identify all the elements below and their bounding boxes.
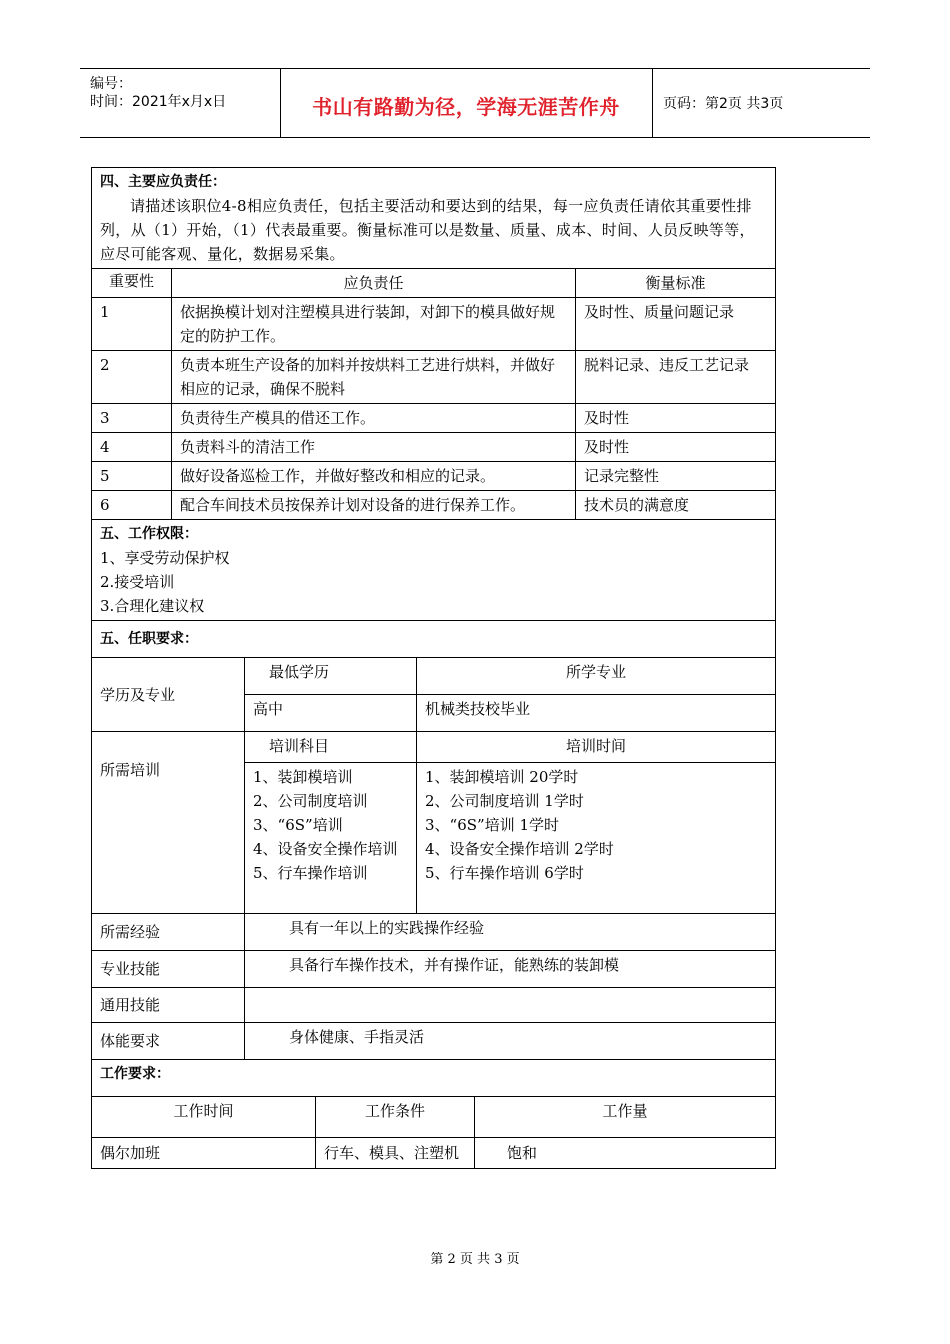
work-col-condition: 工作条件 bbox=[316, 1097, 475, 1138]
duty-rank: 5 bbox=[92, 462, 172, 491]
training-time-item: 1、装卸模培训 20学时 bbox=[425, 768, 579, 786]
duty-text: 负责料斗的清洁工作 bbox=[172, 433, 576, 462]
work-requirements-header-row bbox=[92, 1097, 776, 1138]
header-motto: 书山有路勤为径，学海无涯苦作舟 bbox=[312, 95, 620, 119]
document-date-label: 时间：2021年x月x日 bbox=[90, 94, 227, 110]
duty-row bbox=[92, 298, 776, 351]
education-label: 学历及专业 bbox=[92, 658, 245, 732]
duty-text: 负责本班生产设备的加料并按烘料工艺进行烘料，并做好相应的记录，确保不脱料 bbox=[172, 351, 576, 404]
job-description-table bbox=[91, 167, 776, 1169]
requirements-title: 五、任职要求： bbox=[100, 631, 198, 647]
rights-title: 五、工作权限： bbox=[100, 526, 198, 542]
training-subject-item: 4、设备安全操作培训 bbox=[253, 840, 398, 858]
header-page-label: 页码：第2页 共3页 bbox=[663, 96, 784, 112]
training-time-item: 4、设备安全操作培训 2学时 bbox=[425, 840, 614, 858]
duty-standard: 脱料记录、违反工艺记录 bbox=[576, 351, 776, 404]
skills-label: 专业技能 bbox=[92, 951, 245, 988]
skills-value: 具备行车操作技术，并有操作证，能熟练的装卸模 bbox=[245, 951, 776, 988]
physical-value: 身体健康、手指灵活 bbox=[245, 1023, 776, 1060]
header-motto-cell bbox=[280, 69, 653, 137]
education-min-degree-value: 高中 bbox=[245, 695, 417, 732]
general-skills-label: 通用技能 bbox=[92, 988, 245, 1023]
experience-label: 所需经验 bbox=[92, 914, 245, 951]
training-header-row bbox=[92, 732, 776, 763]
duty-row bbox=[92, 404, 776, 433]
col-header-importance: 重要性 bbox=[92, 269, 172, 298]
rights-item: 1、享受劳动保护权 bbox=[100, 549, 230, 567]
education-col-min-degree: 最低学历 bbox=[245, 658, 417, 695]
education-header-row bbox=[92, 658, 776, 695]
training-subject-item: 3、“6S”培训 bbox=[253, 816, 343, 834]
section4-description: 请描述该职位4-8相应负责任，包括主要活动和要达到的结果，每一应负责任请依其重要性排列，从（1）开始，（1）代表最重要。衡量标准可以是数量、质量、成本、时间、人员反映等等，应尽可能客观、量化，数据易采集。 bbox=[100, 197, 755, 263]
general-skills-value bbox=[245, 988, 776, 1023]
duty-standard: 及时性 bbox=[576, 433, 776, 462]
col-header-standard: 衡量标准 bbox=[576, 269, 776, 298]
duty-text: 配合车间技术员按保养计划对设备的进行保养工作。 bbox=[172, 491, 576, 520]
duty-row bbox=[92, 491, 776, 520]
duty-text: 依据换模计划对注塑模具进行装卸，对卸下的模具做好规定的防护工作。 bbox=[172, 298, 576, 351]
document-number-label: 编号： bbox=[90, 76, 132, 92]
duty-row bbox=[92, 351, 776, 404]
work-condition-value: 行车、模具、注塑机 bbox=[316, 1138, 475, 1169]
requirements-title-row bbox=[92, 621, 776, 658]
training-subject-item: 2、公司制度培训 bbox=[253, 792, 368, 810]
experience-value: 具有一年以上的实践操作经验 bbox=[245, 914, 776, 951]
duty-rank: 4 bbox=[92, 433, 172, 462]
training-col-subject: 培训科目 bbox=[245, 732, 417, 763]
rights-row bbox=[92, 520, 776, 621]
training-col-time: 培训时间 bbox=[417, 732, 776, 763]
training-subject-item: 1、装卸模培训 bbox=[253, 768, 353, 786]
rights-item: 3.合理化建议权 bbox=[100, 597, 205, 615]
rights-item: 2.接受培训 bbox=[100, 573, 175, 591]
duty-standard: 及时性 bbox=[576, 404, 776, 433]
header-page-cell bbox=[653, 69, 870, 137]
duty-standard: 记录完整性 bbox=[576, 462, 776, 491]
duty-rank: 6 bbox=[92, 491, 172, 520]
section4-title: 四、主要应负责任： bbox=[100, 174, 226, 190]
training-label: 所需培训 bbox=[92, 732, 245, 914]
page-header bbox=[80, 68, 870, 138]
physical-label: 体能要求 bbox=[92, 1023, 245, 1060]
header-meta-cell bbox=[80, 69, 281, 137]
work-requirements-title-row bbox=[92, 1060, 776, 1097]
duty-rank: 1 bbox=[92, 298, 172, 351]
work-requirements-title: 工作要求： bbox=[100, 1066, 170, 1082]
duty-rank: 3 bbox=[92, 404, 172, 433]
duty-rank: 2 bbox=[92, 351, 172, 404]
duty-row bbox=[92, 462, 776, 491]
col-header-duty: 应负责任 bbox=[172, 269, 576, 298]
training-time-item: 2、公司制度培训 1学时 bbox=[425, 792, 584, 810]
general-skills-row bbox=[92, 988, 776, 1023]
work-load-value: 饱和 bbox=[475, 1138, 776, 1169]
section4-column-header-row bbox=[92, 269, 776, 298]
training-subject-item: 5、行车操作培训 bbox=[253, 864, 368, 882]
section4-header-row bbox=[92, 168, 776, 269]
page-footer: 第 2 页 共 3 页 bbox=[430, 1252, 520, 1267]
education-col-major: 所学专业 bbox=[417, 658, 776, 695]
work-requirements-value-row bbox=[92, 1138, 776, 1169]
work-col-time: 工作时间 bbox=[92, 1097, 316, 1138]
education-major-value: 机械类技校毕业 bbox=[417, 695, 776, 732]
training-time-item: 3、“6S”培训 1学时 bbox=[425, 816, 560, 834]
experience-row bbox=[92, 914, 776, 951]
duty-standard: 技术员的满意度 bbox=[576, 491, 776, 520]
physical-row bbox=[92, 1023, 776, 1060]
duty-text: 做好设备巡检工作，并做好整改和相应的记录。 bbox=[172, 462, 576, 491]
duty-row bbox=[92, 433, 776, 462]
duty-text: 负责待生产模具的借还工作。 bbox=[172, 404, 576, 433]
training-time-item: 5、行车操作培训 6学时 bbox=[425, 864, 584, 882]
work-time-value: 偶尔加班 bbox=[92, 1138, 316, 1169]
skills-row bbox=[92, 951, 776, 988]
work-col-load: 工作量 bbox=[475, 1097, 776, 1138]
duty-standard: 及时性、质量问题记录 bbox=[576, 298, 776, 351]
